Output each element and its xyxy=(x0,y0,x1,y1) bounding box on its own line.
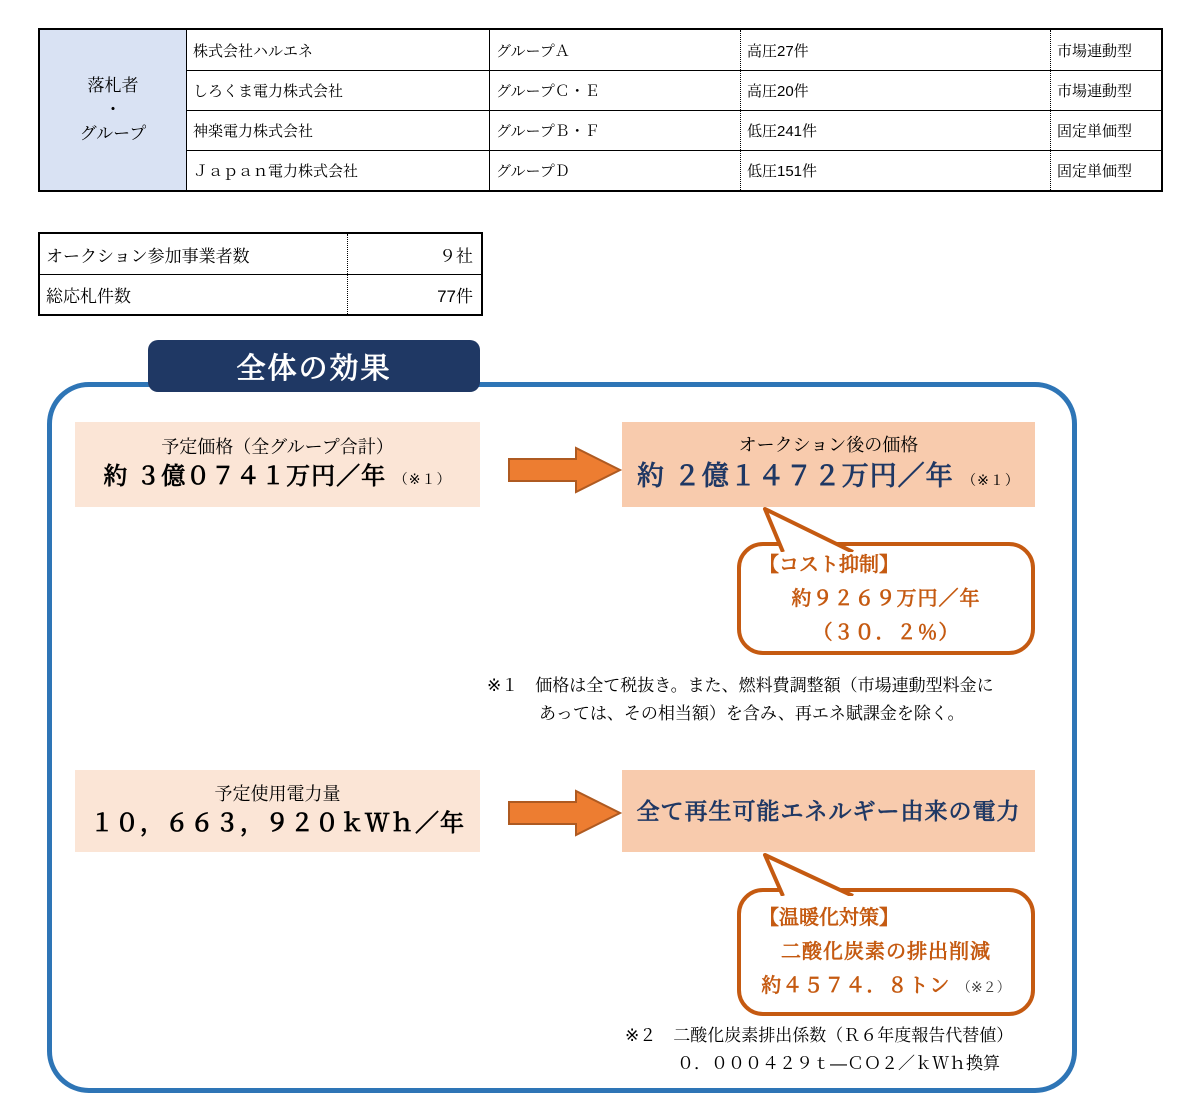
cost-callout-heading: 【コスト抑制】 xyxy=(759,553,899,576)
auction-price-box xyxy=(622,422,1035,507)
warming-countermeasure-callout xyxy=(737,888,1035,1016)
auction-price-caption: オークション後の価格 xyxy=(738,434,919,455)
planned-price-box xyxy=(75,422,480,507)
cell-group: グループＤ xyxy=(489,150,740,190)
callout-tail-icon xyxy=(742,506,862,552)
note2-ref: （※２） xyxy=(956,978,1011,995)
cell-count: 高圧27件 xyxy=(740,30,1050,70)
planned-power-value: １０，６６３，９２０ｋＷｈ／年 xyxy=(90,810,465,837)
winners-table-header xyxy=(40,30,186,190)
header-line: ・ xyxy=(104,100,122,119)
cell-count: 低圧151件 xyxy=(740,150,1050,190)
cell-company: Ｊａｐａｎ電力株式会社 xyxy=(186,150,489,190)
stat-label: オークション参加事業者数 xyxy=(46,246,250,266)
cell-type: 固定単価型 xyxy=(1050,150,1161,190)
auction-price-amount: 約 ２億１４７２万円／年 xyxy=(637,460,954,491)
cell-type: 市場連動型 xyxy=(1050,70,1161,110)
right-arrow-icon xyxy=(508,446,622,494)
cell-type: 市場連動型 xyxy=(1050,30,1161,70)
auction-price-value xyxy=(637,458,1020,498)
cell-group: グループＣ・Ｅ xyxy=(489,70,740,110)
cell-count: 高圧20件 xyxy=(740,70,1050,110)
note-1-line-1: ※１ 価格は全て税抜き。また、燃料費調整額（市場連動型料金に xyxy=(487,676,994,695)
planned-price-caption: 予定価格（全グループ合計） xyxy=(161,436,394,457)
cost-callout-amount: 約９２６９万円／年 xyxy=(791,587,981,610)
cost-callout-percent: （３０．２％） xyxy=(812,621,960,644)
cell-count: 低圧241件 xyxy=(740,110,1050,150)
cell-group: グループＢ・Ｆ xyxy=(489,110,740,150)
note-1-line-2: あっては、その相当額）を含み、再エネ賦課金を除く。 xyxy=(539,704,965,723)
stat-value: 77件 xyxy=(347,274,481,314)
winners-table xyxy=(38,28,1163,192)
planned-power-caption: 予定使用電力量 xyxy=(214,784,341,804)
note1-ref: （※１） xyxy=(393,470,452,487)
cell-company: 株式会社ハルエネ xyxy=(186,30,489,70)
planned-price-amount: 約 ３億０７４１万円／年 xyxy=(103,462,387,490)
header-line: グループ xyxy=(79,124,147,143)
section-title: 全体の効果 xyxy=(148,340,480,392)
auction-stats-table xyxy=(38,232,483,316)
warming-callout-heading: 【温暖化対策】 xyxy=(759,906,899,929)
cell-type: 固定単価型 xyxy=(1050,110,1161,150)
right-arrow-icon xyxy=(508,789,622,837)
note-2-line-1: ※２ 二酸化炭素排出係数（Ｒ６年度報告代替値） xyxy=(625,1026,1014,1045)
note-1 xyxy=(487,672,1067,728)
callout-tail-icon xyxy=(742,852,862,896)
cell-group: グループＡ xyxy=(489,30,740,70)
stat-value: ９社 xyxy=(347,234,481,274)
renewable-energy-value: 全て再生可能エネルギー由来の電力 xyxy=(636,798,1021,824)
warming-callout-amount xyxy=(759,969,1013,1004)
cost-reduction-callout xyxy=(737,542,1035,655)
planned-price-value xyxy=(103,460,451,496)
header-line: 落札者 xyxy=(87,76,139,95)
note-2-line-2: ０．０００４２９ｔ―ＣＯ２／ｋＷｈ換算 xyxy=(677,1054,1000,1073)
renewable-energy-box xyxy=(622,770,1035,852)
cell-company: 神楽電力株式会社 xyxy=(186,110,489,150)
co2-reduction-amount: 約４５７４．８トン xyxy=(761,974,951,997)
note1-ref: （※１） xyxy=(962,471,1020,488)
planned-power-box xyxy=(75,770,480,852)
note-2 xyxy=(625,1022,1075,1078)
warming-callout-line: 二酸化炭素の排出削減 xyxy=(781,940,991,963)
cell-company: しろくま電力株式会社 xyxy=(186,70,489,110)
stat-label: 総応札件数 xyxy=(40,274,347,314)
